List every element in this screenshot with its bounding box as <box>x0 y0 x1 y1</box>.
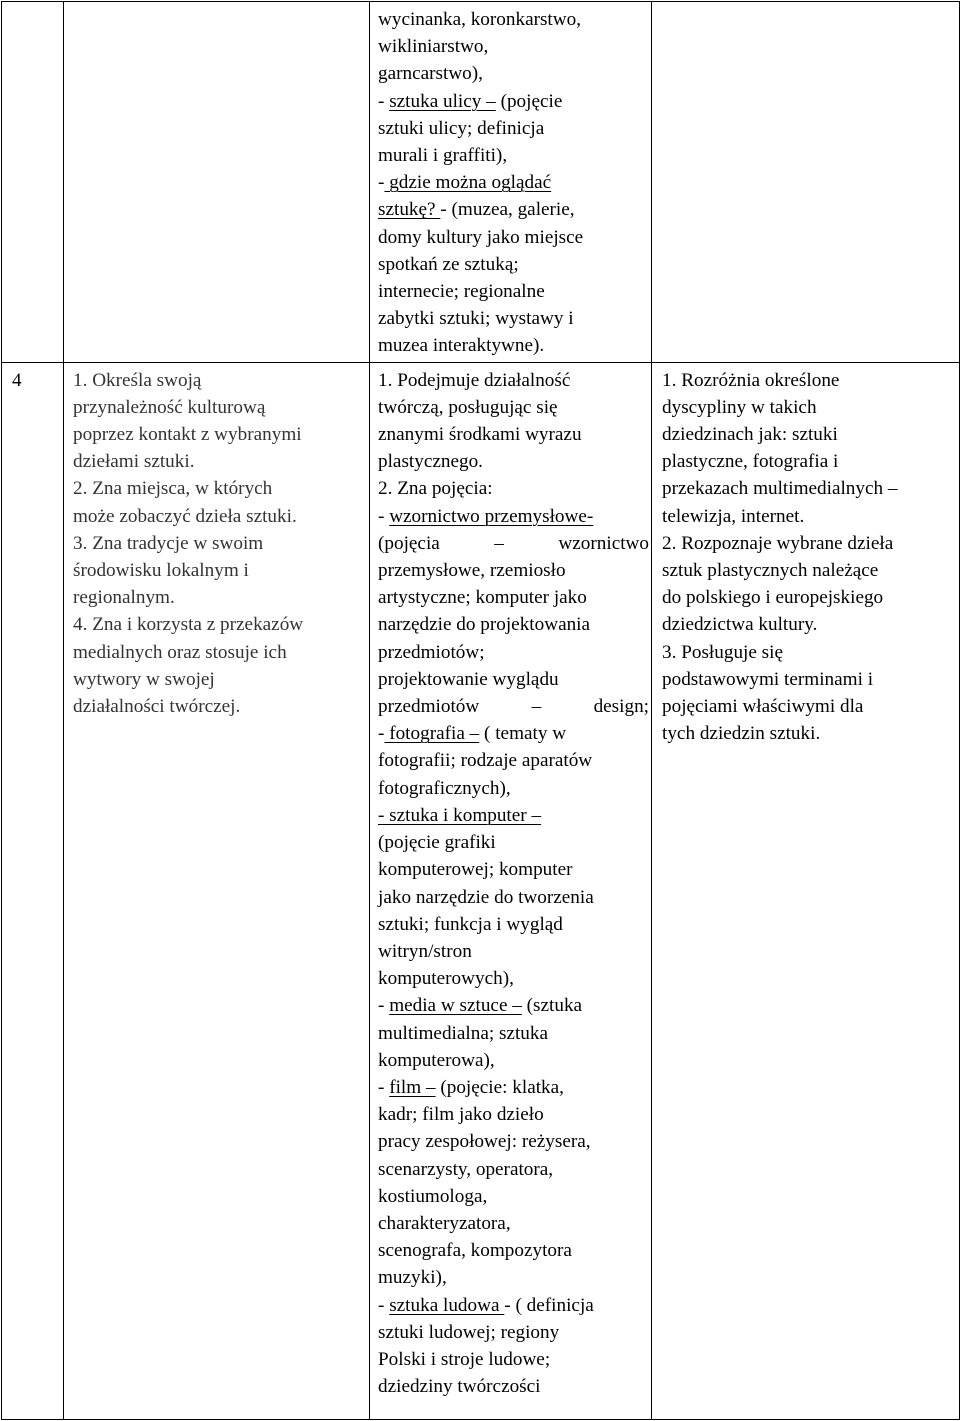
requirements-text <box>73 367 363 721</box>
text-run: multimedialna; sztuka <box>378 1022 548 1044</box>
text-run: twórczą, posługując się <box>378 396 558 418</box>
text-run: murali i graffiti), <box>378 145 508 167</box>
text-run: wikliniarstwo, <box>378 36 489 58</box>
text-line <box>378 1373 649 1400</box>
text-run: witryn/stron <box>378 940 472 962</box>
text-line <box>378 1101 649 1128</box>
text-run: (pojęcie <box>495 90 563 112</box>
text-line: tych dziedzin sztuki. <box>662 723 821 745</box>
text-line: pojęciami właściwymi dla <box>662 696 864 718</box>
text-run: (pojęcie: klatka, <box>435 1076 564 1098</box>
text-run: Polski i stroje ludowe; <box>378 1348 551 1370</box>
text-run: projektowanie wyglądu <box>378 668 559 690</box>
text-run: domy kultury jako miejsce <box>378 226 584 248</box>
text-run: spotkań ze sztuką; <box>378 253 519 275</box>
text-run: sztuki ulicy; definicja <box>378 117 545 139</box>
text-line: do polskiego i europejskiego <box>662 587 884 609</box>
text-line <box>378 829 649 856</box>
text-run: (pojęcie grafiki <box>378 832 496 854</box>
text-line <box>378 196 649 223</box>
text-run: (sztuka <box>521 995 583 1017</box>
text-run: - <box>378 723 385 745</box>
text-line <box>378 1319 649 1346</box>
text-run: artystyczne; komputer jako <box>378 587 587 609</box>
text-run: scenografa, kompozytora <box>378 1240 572 1262</box>
underlined-term: media w sztuce – <box>389 995 522 1017</box>
requirements-cell <box>64 362 370 1419</box>
text-line: medialnych oraz stosuje ich <box>73 641 287 663</box>
text-run: komputerowej; komputer <box>378 859 573 881</box>
text-line <box>378 88 649 115</box>
text-line <box>378 1237 649 1264</box>
text-run: - <box>378 90 390 112</box>
text-line <box>378 992 649 1019</box>
text-line <box>378 584 649 611</box>
text-line <box>378 557 649 584</box>
text-run: - <box>378 172 385 194</box>
text-line: dziełami sztuki. <box>73 451 195 473</box>
text-line: przynależność kulturową <box>73 396 266 418</box>
text-run: ( tematy w <box>479 723 567 745</box>
outcomes-text <box>662 367 953 748</box>
text-line <box>378 747 649 774</box>
text-line: telewizja, internet. <box>662 505 805 527</box>
text-run: kostiumologa, <box>378 1185 488 1207</box>
text-line <box>378 224 649 251</box>
table-row <box>2 362 960 1419</box>
text-line <box>378 332 649 359</box>
text-run: przedmiotów – design; <box>378 696 649 718</box>
text-line <box>378 115 649 142</box>
text-line <box>378 1128 649 1155</box>
text-run: - <box>378 1294 390 1316</box>
text-line <box>378 1264 649 1291</box>
text-line <box>378 611 649 638</box>
table-row <box>2 2 960 363</box>
text-line <box>378 965 649 992</box>
text-line: może zobaczyć dzieła sztuki. <box>73 505 297 527</box>
text-line: 1. Określa swoją <box>73 369 202 391</box>
text-line <box>378 278 649 305</box>
text-line <box>378 142 649 169</box>
text-line: 4. Zna i korzysta z przekazów <box>73 614 304 636</box>
text-line <box>378 6 649 33</box>
text-run: garncarstwo), <box>378 63 483 85</box>
text-line <box>378 1346 649 1373</box>
text-run: 1. Podejmuje działalność <box>378 369 571 391</box>
text-line <box>378 911 649 938</box>
text-line <box>378 639 649 666</box>
text-line <box>378 802 649 829</box>
text-run: - <box>378 505 390 527</box>
underlined-term: sztuka ludowa <box>389 1294 505 1316</box>
text-run: - <box>378 995 390 1017</box>
text-line <box>378 1020 649 1047</box>
outcomes-cell <box>652 362 960 1419</box>
text-run: - ( definicja <box>504 1294 594 1316</box>
text-run: dziedziny twórczości <box>378 1376 541 1398</box>
text-run: muzea interaktywne). <box>378 335 545 357</box>
text-line <box>378 884 649 911</box>
text-line: działalności twórczej. <box>73 696 241 718</box>
text-line: 2. Rozpoznaje wybrane dzieła <box>662 532 894 554</box>
text-run: zabytki sztuki; wystawy i <box>378 308 574 330</box>
text-run: - (muzea, galerie, <box>440 199 575 221</box>
text-line: 2. Zna miejsca, w których <box>73 478 273 500</box>
text-line <box>378 1210 649 1237</box>
text-line <box>378 666 649 693</box>
text-line: dyscypliny w takich <box>662 396 817 418</box>
text-line: dziedzictwa kultury. <box>662 614 818 636</box>
underlined-term: fotografia – <box>384 723 480 745</box>
underlined-term: sztuka ulicy – <box>389 90 496 112</box>
underlined-term: sztukę? <box>378 199 441 221</box>
text-line: podstawowymi terminami i <box>662 668 874 690</box>
text-run: narzędzie do projektowania <box>378 614 591 636</box>
text-line: dziedzinach jak: sztuki <box>662 424 838 446</box>
text-line <box>378 1047 649 1074</box>
number-cell <box>2 362 64 1419</box>
text-line <box>378 169 649 196</box>
text-run: fotografii; rodzaje aparatów <box>378 750 593 772</box>
text-line <box>378 367 649 394</box>
text-line <box>378 503 649 530</box>
text-run: fotograficznych), <box>378 777 511 799</box>
text-run: pracy zespołowej: reżysera, <box>378 1131 591 1153</box>
text-line <box>378 693 649 720</box>
text-line <box>378 33 649 60</box>
text-line <box>378 530 649 557</box>
text-line <box>378 720 649 747</box>
content-text <box>378 367 649 1401</box>
content-cell <box>370 362 652 1419</box>
underlined-term: wzornictwo przemysłowe- <box>389 505 594 527</box>
text-run: znanymi środkami wyrazu <box>378 424 582 446</box>
underlined-term: gdzie można oglądać <box>384 172 552 194</box>
text-run: jako narzędzie do tworzenia <box>378 886 594 908</box>
outcomes-cell-empty <box>652 2 960 363</box>
text-line: przekazach multimedialnych – <box>662 478 898 500</box>
content-text <box>378 6 649 360</box>
text-line <box>378 305 649 332</box>
text-run: kadr; film jako dzieło <box>378 1104 544 1126</box>
number-cell-empty <box>2 2 64 363</box>
text-run: sztuki ludowej; regiony <box>378 1321 560 1343</box>
text-run: scenarzysty, operatora, <box>378 1158 554 1180</box>
text-line <box>378 394 649 421</box>
text-line: 3. Zna tradycje w swoim <box>73 532 264 554</box>
text-line <box>378 448 649 475</box>
text-line <box>378 475 649 502</box>
text-line <box>378 421 649 448</box>
text-line <box>378 1156 649 1183</box>
text-line: wytwory w swojej <box>73 668 215 690</box>
text-line: środowisku lokalnym i <box>73 560 249 582</box>
text-run: przemysłowe, rzemiosło <box>378 560 566 582</box>
content-cell <box>370 2 652 363</box>
text-line <box>378 251 649 278</box>
text-run: - <box>378 1076 390 1098</box>
text-run: charakteryzatora, <box>378 1212 511 1234</box>
text-line <box>378 1074 649 1101</box>
text-run: sztuki; funkcja i wygląd <box>378 913 563 935</box>
underlined-term: film – <box>389 1076 436 1098</box>
text-line <box>378 1183 649 1210</box>
underlined-term: - sztuka i komputer – <box>378 804 542 826</box>
text-run: wycinanka, koronkarstwo, <box>378 9 582 30</box>
text-run: przedmiotów; <box>378 641 485 663</box>
text-line: 3. Posługuje się <box>662 641 783 663</box>
text-line <box>378 775 649 802</box>
text-line <box>378 1292 649 1319</box>
text-run: 2. Zna pojęcia: <box>378 478 493 500</box>
text-line: sztuk plastycznych należące <box>662 560 879 582</box>
text-line <box>378 856 649 883</box>
requirements-cell-empty <box>64 2 370 363</box>
text-line: regionalnym. <box>73 587 175 609</box>
text-run: (pojęcia – wzornictwo <box>378 532 649 554</box>
text-line: 1. Rozróżnia określone <box>662 369 840 391</box>
row-number: 4 <box>12 369 22 391</box>
text-line <box>378 938 649 965</box>
text-line <box>378 60 649 87</box>
text-line: poprzez kontakt z wybranymi <box>73 424 302 446</box>
text-run: plastycznego. <box>378 451 483 473</box>
text-run: internecie; regionalne <box>378 281 545 303</box>
text-run: muzyki), <box>378 1267 447 1289</box>
text-run: komputerowych), <box>378 968 514 990</box>
curriculum-table <box>1 1 960 1420</box>
text-run: komputerowa), <box>378 1049 495 1071</box>
text-line: plastyczne, fotografia i <box>662 451 839 473</box>
